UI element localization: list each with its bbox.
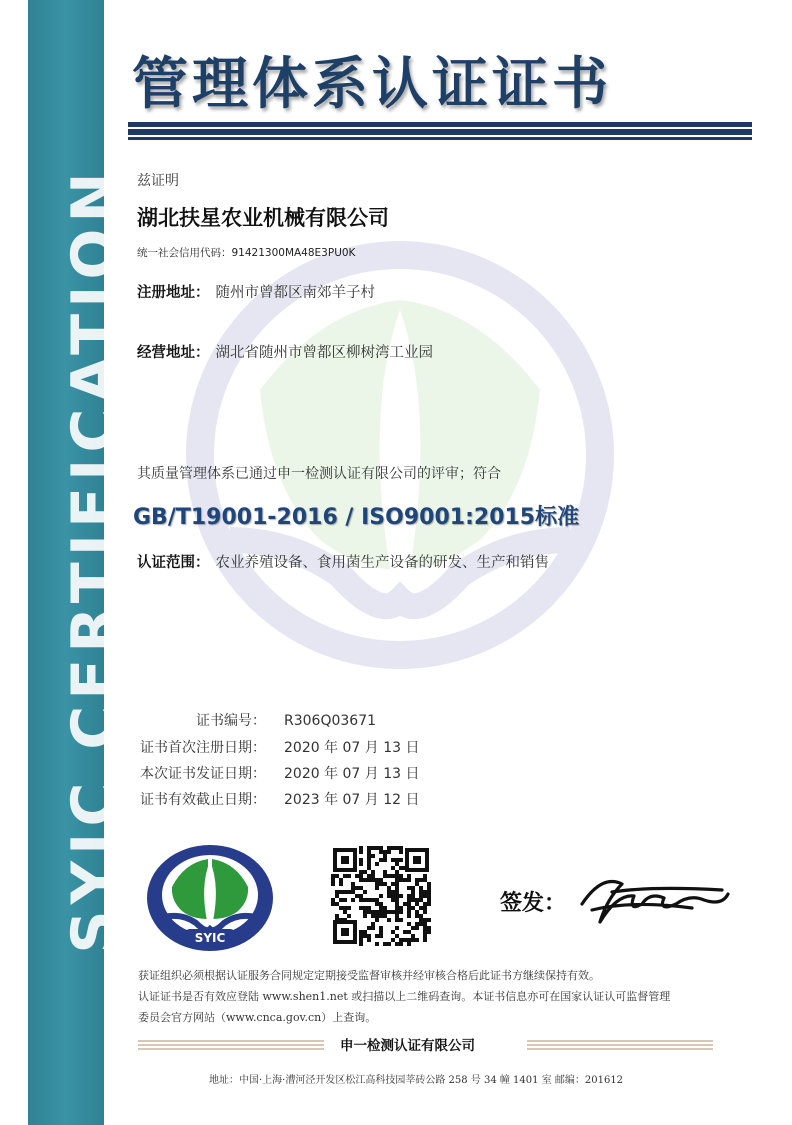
page-title: 管理体系认证证书 (132, 52, 612, 117)
standard-title: GB/T19001-2016 / ISO9001:2015标准 (133, 505, 580, 530)
note-line-2: 认证证书是否有效应登陆 www.shen1.net 或扫描以上二维码查询。本证书信息亦可在国家认证认可监督管理 (138, 990, 671, 1003)
sidebar-certification-text: SYIC CERTIFICATION (59, 166, 129, 954)
expiry-date (138, 789, 420, 809)
sidebar-band (28, 0, 129, 1125)
registered-address-label: 注册地址： (137, 285, 210, 301)
issue-date-label: 本次证书发证日期： (140, 766, 266, 782)
note-line-3: 委员会官方网站（www.cnca.gov.cn）上查询。 (138, 1011, 377, 1024)
signature-label: 签发： (500, 891, 567, 916)
title-divider (128, 122, 752, 140)
qr-code[interactable] (331, 846, 431, 946)
note-line-1: 获证组织必须根据认证服务合同规定定期接受监督审核并经审核合格后此证书方继续保持有效。 (138, 969, 600, 982)
credit-code (137, 245, 355, 260)
registered-address-value: 随州市曾都区南郊羊子村 (215, 285, 375, 301)
expiry-date-value: 2023 年 07 月 12 日 (284, 792, 420, 808)
issuer-address: 地址：中国·上海·漕河泾开发区松江高科技园莘砖公路 258 号 34 幢 1401 室 邮编：201612 (209, 1075, 624, 1086)
footer-rule-right (527, 1040, 713, 1050)
certification-scope (137, 551, 549, 572)
credit-code-value: 91421300MA48E3PU0K (231, 247, 356, 259)
compliance-statement: 其质量管理体系已通过申一检测认证有限公司的评审；符合 (137, 466, 501, 482)
scope-label: 认证范围： (137, 555, 210, 571)
business-address-value: 湖北省随州市曾都区柳树湾工业园 (215, 345, 433, 361)
company-name: 湖北扶星农业机械有限公司 (137, 206, 389, 230)
certificate-number (138, 710, 376, 730)
business-address-label: 经营地址： (137, 345, 210, 361)
seal-text: SYIC (194, 931, 226, 945)
footer-rule-left (138, 1040, 324, 1050)
registered-address (137, 281, 375, 302)
first-registration-value: 2020 年 07 月 13 日 (284, 740, 420, 756)
hereby-text: 兹证明 (137, 173, 179, 189)
business-address (137, 341, 433, 362)
credit-code-label: 统一社会信用代码： (137, 247, 232, 259)
expiry-date-label: 证书有效截止日期： (140, 792, 266, 808)
first-registration-label: 证书首次注册日期： (140, 740, 266, 756)
watermark-logo (170, 240, 630, 670)
notes (138, 965, 738, 1028)
issue-date-value: 2020 年 07 月 13 日 (284, 766, 420, 782)
first-registration-date (138, 737, 420, 757)
issue-date (138, 763, 420, 783)
certificate-number-label: 证书编号： (196, 713, 266, 729)
certificate-number-value: R306Q03671 (284, 713, 377, 729)
handwritten-signature (572, 864, 732, 934)
syic-seal-logo (144, 843, 276, 953)
scope-value: 农业养殖设备、食用菌生产设备的研发、生产和销售 (215, 555, 549, 571)
issuer-name: 申一检测认证有限公司 (340, 1038, 475, 1054)
